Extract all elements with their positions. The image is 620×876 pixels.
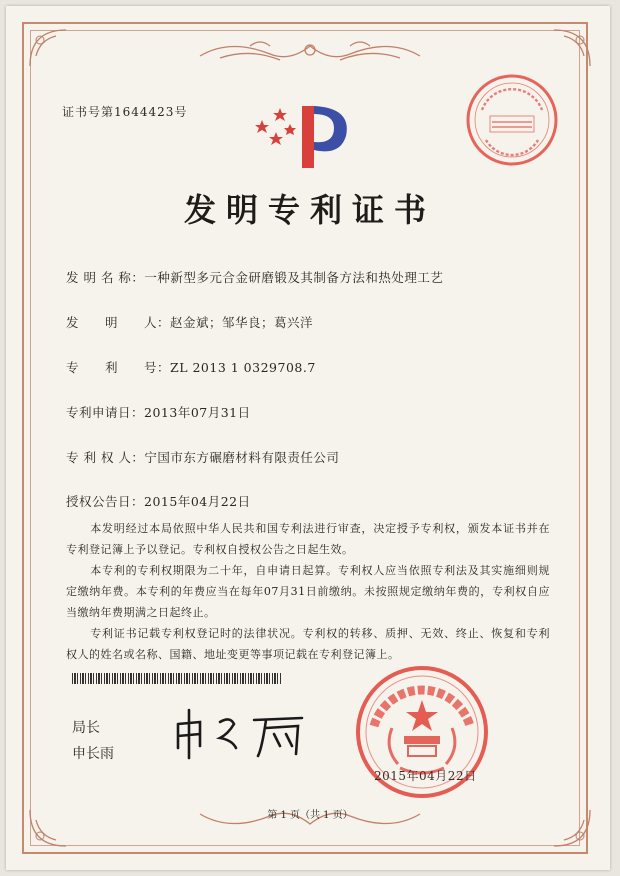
patentee-field <box>66 448 339 466</box>
patentee-value: 宁国市东方碾磨材料有限责任公司 <box>144 450 340 465</box>
filing-date-value: 2013年07月31日 <box>144 405 251 420</box>
body-paragraph-3: 专利证书记载专利权登记时的法律状况。专利权的转移、质押、无效、终止、恢复和专利权人的姓名或名称、国籍、地址变更等事项记载在专利登记簿上。 <box>66 627 550 661</box>
director-signature <box>170 704 320 762</box>
invention-name-label: 发 明 名 称： <box>66 270 145 285</box>
body-paragraph-1: 本发明经过本局依照中华人民共和国专利法进行审查，决定授予专利权，颁发本证书并在专利登记簿上予以登记。专利权自授权公告之日起生效。 <box>66 522 550 556</box>
director-title: 局长 <box>72 720 100 736</box>
body-paragraph-2: 本专利的专利权期限为二十年，自申请日起算。专利权人应当依照专利法及其实施细则规定缴纳年费。本专利的年费应当在每年07月31日前缴纳。未按照规定缴纳年费的，专利权自应当缴纳年费期满之日起终止。 <box>66 564 550 619</box>
page-number: 第 1 页（共 1 页） <box>267 810 353 821</box>
certificate-number: 证书号第1644423号 <box>62 105 188 119</box>
inventor-field <box>66 313 313 331</box>
barcode <box>72 673 282 684</box>
patent-number-field <box>66 358 316 376</box>
grant-date-label: 授权公告日： <box>66 494 145 509</box>
grant-date-value: 2015年04月22日 <box>144 494 251 509</box>
agency-seal-small <box>462 70 562 170</box>
inventor-value: 赵金斌；邹华良；葛兴洋 <box>170 315 314 330</box>
corner-ornament-tl <box>26 26 86 86</box>
inventor-label: 发 明 人： <box>66 315 171 330</box>
grant-date-field <box>66 492 251 510</box>
patent-number-label: 专 利 号： <box>66 360 171 375</box>
patent-number-value: ZL 2013 1 0329708.7 <box>170 360 316 375</box>
director-name: 申长雨 <box>72 746 114 762</box>
filing-date-field <box>66 403 251 421</box>
top-ornament <box>190 36 430 70</box>
invention-name-value: 一种新型多元合金研磨锻及其制备方法和热处理工艺 <box>144 270 444 285</box>
filing-date-label: 专利申请日： <box>66 405 145 420</box>
issue-date: 2015年04月22日 <box>374 769 477 783</box>
invention-name-field <box>66 268 443 286</box>
patentee-label: 专 利 权 人： <box>66 450 145 465</box>
page-title: 发明专利证书 <box>183 191 436 229</box>
cnipa-logo <box>254 98 366 172</box>
